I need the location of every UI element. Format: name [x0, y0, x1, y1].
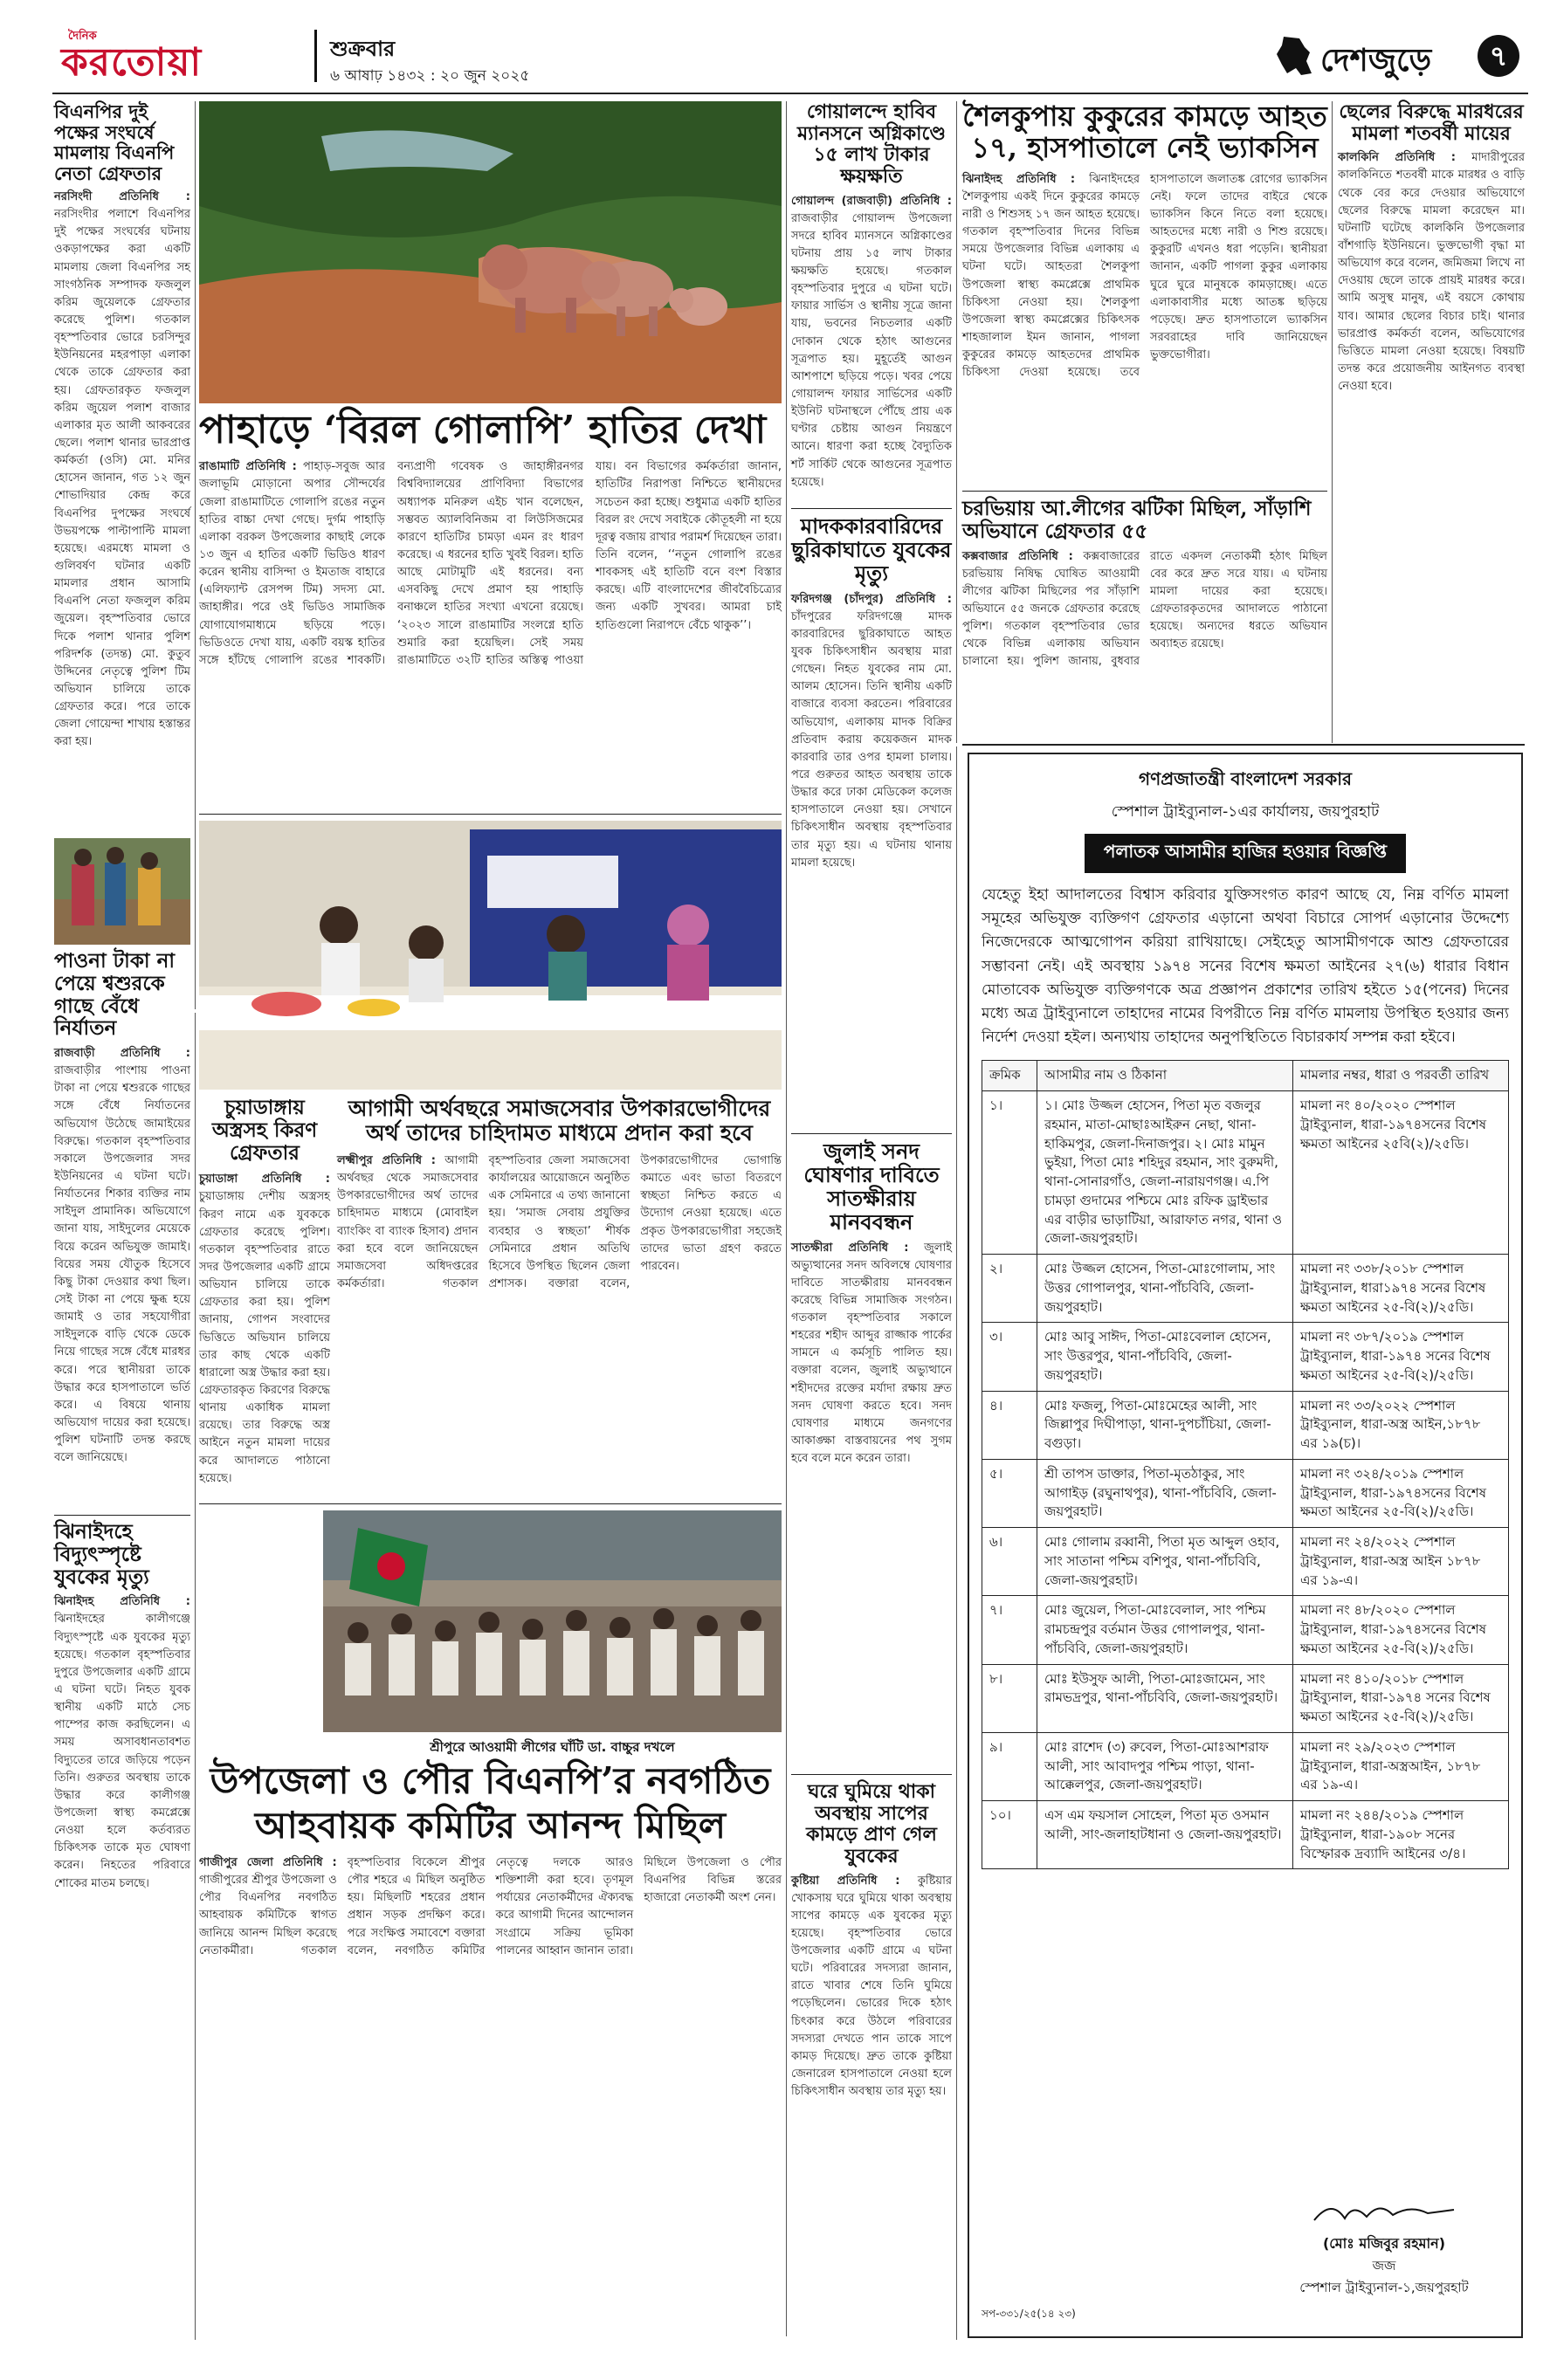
- notice-government: গণপ্রজাতন্ত্রী বাংলাদেশ সরকার: [1139, 768, 1352, 789]
- table-row: [982, 1528, 1509, 1596]
- notice-title: পলাতক আসামীর হাজির হওয়ার বিজ্ঞপ্তি: [1085, 834, 1406, 873]
- story-separator: [791, 1133, 952, 1134]
- accused-cell: মোঃ উজ্জল হোসেন, পিতা-মোঃগোলাম, সাং উত্তর গোপালপুর, থানা-পাঁচবিবি, জেলা-জয়পুরহাট।: [1037, 1255, 1293, 1323]
- story-july-charter: [791, 1140, 952, 1769]
- case-cell: মামলা নং ২৪৪/২০১৯ স্পেশাল ট্রাইব্যুনাল, ধারা-১৯০৮ সনের বিস্ফোরক দ্রব্যাদি আইনের ৩/৪।: [1293, 1801, 1509, 1869]
- story-dateline: নরসিংদী প্রতিনিধি :: [54, 190, 190, 204]
- masthead: [0, 0, 1550, 98]
- notice-reference: সপ-৩৩১/২৫(১৪ ২৩): [982, 2308, 1076, 2320]
- story-separator: [962, 744, 1525, 746]
- story-fire: [791, 101, 952, 503]
- table-row: [982, 1091, 1509, 1255]
- accused-cell: মোঃ ইউসুফ আলী, পিতা-মোঃজামেন, সাং রামভদ্রপুর, থানা-পাঁচবিবি, জেলা-জয়পুরহাট।: [1037, 1664, 1293, 1732]
- serial-cell: ৮।: [982, 1664, 1037, 1732]
- story-awami-procession: [962, 498, 1327, 742]
- story-body: রাজবাড়ীর গোয়ালন্দ উপজেলা সদরে হাবিব ম্যানসনে অগ্নিকাণ্ডের ঘটনায় প্রায় ১৫ লাখ টাকার ক্ষয়ক্ষতি হয়েছে। গতকাল বৃহস্পতিবার দুপুরে এ ঘটনা ঘটে। ফায়ার সার্ভিস ও স্থানীয় সূত্রে জানা যায়, ভবনের নিচতলার একটি দোকান থেকে হঠাৎ আগুনের সূত্রপাত হয়। মুহূর্তেই আগুন আশপাশে ছড়িয়ে পড়ে। খবর পেয়ে গোয়ালন্দ ফায়ার সার্ভিসের একটি ইউনিট ঘটনাস্থলে পৌঁছে প্রায় এক ঘণ্টার চেষ্টায় আগুন নিয়ন্ত্রণে আনে। ধারণা করা হচ্ছে বৈদ্যুতিক শর্ট সার্কিট থেকে আগুনের সূত্রপাত হয়েছে।: [791, 211, 952, 489]
- story-son-beating: [1338, 101, 1525, 739]
- story-dateline: ফরিদগঞ্জ (চাঁদপুর) প্রতিনিধি :: [791, 592, 952, 606]
- story-dateline: গাজীপুর জেলা প্রতিনিধি :: [199, 1856, 337, 1870]
- story-headline-1: উপজেলা ও পৌর বিএনপি’র নবগঠিত: [210, 1759, 771, 1802]
- masthead-day: শুক্রবার: [330, 37, 396, 61]
- story-body: ঝিনাইদহের কালীগঞ্জে বিদ্যুৎস্পৃষ্টে এক যুবকের মৃত্যু হয়েছে। গতকাল বৃহস্পতিবার দুপুরে উপজেলার একটি গ্রামে এ ঘটনা ঘটে। নিহত যুবক স্থানীয় একটি মাঠে সেচ পাম্পের কাজ করছিলেন। এ সময় অসাবধানতাবশত বিদ্যুতের তারে জড়িয়ে পড়েন তিনি। গুরুতর অবস্থায় তাকে উদ্ধার করে কালীগঞ্জ উপজেলা স্বাস্থ্য কমপ্লেক্সে নেওয়া হলে কর্তব্যরত চিকিৎসক তাকে মৃত ঘোষণা করেন। নিহতের পরিবারে শোকের মাতম চলছে।: [54, 1613, 190, 1890]
- story-headline-2: ১৭, হাসপাতালে নেই ভ্যাকসিন: [971, 130, 1319, 164]
- story-dateline: সাতক্ষীরা প্রতিনিধি :: [791, 1241, 909, 1255]
- accused-cell: মোঃ রাশেদ (৩) রুবেল, পিতা-মোঃআশরাফ আলী, সাং আবাদপুর পশ্চিম পাড়া, থানা-আক্কেলপুর, জেলা-জয়পুরহাট।: [1037, 1732, 1293, 1800]
- serial-cell: ৭।: [982, 1596, 1037, 1664]
- story-dateline: লক্ষ্মীপুর প্রতিনিধি :: [337, 1154, 436, 1167]
- story-headline: ছেলের বিরুদ্ধে মারধরের মামলা শতবর্ষী মায়ের: [1339, 100, 1524, 145]
- column-header: মামলার নম্বর, ধারা ও পরবর্তী তারিখ: [1293, 1061, 1509, 1091]
- notice-office: স্পেশাল ট্রাইব্যুনাল-১এর কার্যালয়, জয়পুরহাট: [1111, 803, 1380, 821]
- page-number: ৭: [1478, 35, 1519, 77]
- section-badge: [1275, 35, 1524, 80]
- story-body: নরসিংদীর পলাশে বিএনপির দুই পক্ষের সংঘর্ষের ঘটনায় ওকড়াপক্ষের করা একটি মামলায় জেলা বিএনপির সহ সাংগঠনিক সম্পাদক ফজলুল করিম জুয়েলকে গ্রেফতার করেছে পুলিশ। গতকাল বৃহস্পতিবার ভোরে চরসিন্দুর ইউনিয়নের মহরপাড়া এলাকা থেকে তাকে গ্রেফতার করা হয়। গ্রেফতারকৃত ফজলুল করিম জুয়েল পলাশ বাজার এলাকার মৃত আলী আকবরের ছেলে। পলাশ থানার ভারপ্রাপ্ত কর্মকর্তা (ওসি) মো. মনির হোসেন জানান, গত ১২ জুন শোভাদিয়ার কেন্দ্র করে বিএনপির দুপক্ষের সংঘর্ষে উভয়পক্ষে পাল্টাপাল্টি মামলা হয়েছে। এরমধ্যে মামলা ও গুলিবর্ষণ ঘটনার একটি মামলার প্রধান আসামি বিএনপি নেতা ফজলুল করিম জুয়েল। বৃহস্পতিবার ভোরে দিকে পলাশ থানার পুলিশ পরিদর্শক (তদন্ত) মো. কুতুব উদ্দিনের নেতৃত্বে পুলিশ টিম অভিযান চালিয়ে তাকে গ্রেফতার করে। পরে তাকে জেলা গোয়েন্দা শাখায় হস্তান্তর করা হয়।: [54, 208, 190, 749]
- signer-office: স্পেশাল ট্রাইব্যুনাল-১,জয়পুরহাট: [1299, 2280, 1469, 2295]
- story-headline: গোয়ালন্দে হাবিব ম্যানসনে অগ্নিকাণ্ডে ১৫ লাখ টাকার ক্ষয়ক্ষতি: [796, 100, 947, 188]
- accused-cell: মোঃ গোলাম রব্বানী, পিতা মৃত আব্দুল ওহাব, সাং সাতানা পশ্চিম বশিপুর, থানা-পাঁচবিবি, জেলা-জয়পুরহাট।: [1037, 1528, 1293, 1596]
- story-headline-2: অর্থ তাদের চাহিদামত মাধ্যমে প্রদান করা হবে: [366, 1120, 753, 1145]
- story-headline: চুয়াডাঙ্গায় অস্ত্রসহ কিরণ গ্রেফতার: [211, 1096, 318, 1165]
- story-headline-1: আগামী অর্থবছরে সমাজসেবার উপকারভোগীদের: [348, 1096, 771, 1121]
- logo-main: করতোয়া: [61, 40, 203, 85]
- column-divider: [786, 101, 787, 2336]
- court-notice: [968, 753, 1523, 2338]
- masthead-divider: [314, 30, 317, 82]
- serial-cell: ১।: [982, 1091, 1037, 1255]
- signature-block: [1266, 2194, 1502, 2300]
- serial-cell: ৩।: [982, 1323, 1037, 1391]
- story-headline: ঘরে ঘুমিয়ে থাকা অবস্থায় সাপের কামড়ে প্রাণ গেল যুবকের: [806, 1780, 937, 1868]
- column-divider: [956, 101, 957, 743]
- story-body: পাহাড়-সবুজ আর জলাভূমি মোড়ানো অপার সৌন্দর্যের জেলা রাঙামাটিতে গোলাপি রঙের নতুন হাতির বাচ্চা দেখা গেছে। দুর্গম পাহাড়ি এলাকা বরকল উপজেলার কাছাই লেকে ১৩ জুন এ হাতির একটি ভিডিও ধারণ করেন স্থানীয় বাসিন্দা ও ইমতাজ বাহারে (এলিফ্যান্ট রেসপন্স টিম) সদস্য মো. জাহাঙ্গীর। পরে ওই ভিডিও সামাজিক যোগাযোগমাধ্যমে ছড়িয়ে পড়ে। ভিডিওতে দেখা যায়, একটি বয়স্ক হাতির সঙ্গে হাঁটছে গোলাপি রঙের শাবকটি। বন্যপ্রাণী গবেষক ও জাহাঙ্গীরনগর বিশ্ববিদ্যালয়ের প্রাণিবিদ্যা বিভাগের অধ্যাপক মনিরুল এইচ খান বলেছেন, সম্ভবত অ্যালবিনিজম বা লিউসিজমের কারণে হাতিটির চামড়া এমন রং ধারণ করেছে। এ ধরনের হাতি খুবই বিরল। হাতি আছে মোটামুটি এই ধরনের। বন্য এসবকিছু দেখে প্রমাণ হয় পাহাড়ি বনাঞ্চলে হাতির সংখ্যা এখনো রয়েছে। ‘২০২৩ সালে রাঙামাটির সংলগ্নে হাতি শুমারি করা হয়েছিল। সেই সময় রাঙামাটিতে ৩২টি হাতির অস্তিত্ব পাওয়া যায়। বন বিভাগের কর্মকর্তারা জানান, হাতিটির নিরাপত্তা নিশ্চিতে স্থানীয়দের সচেতন করা হচ্ছে। শুধুমাত্র একটি হাতির বিরল রং দেখে সবাইকে কৌতূহলী না হয়ে দূরত্ব বজায় রাখার পরামর্শ দিয়েছেন তারা। তিনি বলেন, ‘‘নতুন গোলাপি রঙের শাবকসহ এই হাতিটি বনে বংশ বিস্তার করছে। এটি বাংলাদেশের জীববৈচিত্র্যের জন্য একটি সুখবর। আমরা চাই হাতিগুলো নিরাপদে বেঁচে থাকুক’’।: [199, 460, 782, 667]
- bangladesh-map-icon: [1275, 35, 1313, 79]
- signer-name: (মোঃ মজিবুর রহমান): [1322, 2235, 1446, 2252]
- story-dateline: রাঙামাটি প্রতিনিধি :: [199, 460, 297, 474]
- story-body: চুয়াডাঙ্গায় দেশীয় অস্ত্রসহ কিরণ নামে এক যুবককে গ্রেফতার করেছে পুলিশ। গতকাল বৃহস্পতিবার রাতে সদর উপজেলার একটি গ্রামে অভিযান চালিয়ে তাকে গ্রেফতার করা হয়। পুলিশ জানায়, গোপন সংবাদের ভিত্তিতে অভিযান চালিয়ে তার কাছ থেকে একটি ধারালো অস্ত্র উদ্ধার করা হয়। গ্রেফতারকৃত কিরণের বিরুদ্ধে থানায় একাধিক মামলা রয়েছে। তার বিরুদ্ধে অস্ত্র আইনে নতুন মামলা দায়ের করে আদালতে পাঠানো হয়েছে।: [199, 1190, 330, 1485]
- story-separator: [199, 1503, 782, 1504]
- story-snakebite: [791, 1781, 952, 2340]
- column-divider: [195, 1013, 196, 2340]
- accused-cell: মোঃ আবু সাঈদ, পিতা-মোঃবেলাল হোসেন, সাং উত্তরপুর, থানা-পাঁচবিবি, জেলা-জয়পুরহাট।: [1037, 1323, 1293, 1391]
- case-cell: মামলা নং ২৪/২০২২ স্পেশাল ট্রাইব্যুনাল, ধারা-অস্ত্র আইন ১৮৭৮ এর ১৯-এ।: [1293, 1528, 1509, 1596]
- table-row: [982, 1664, 1509, 1732]
- story-headline: ঝিনাইদহে বিদ্যুৎস্পৃষ্টে যুবকের মৃত্যু: [54, 1520, 149, 1589]
- story-electrocution: [54, 1521, 190, 2342]
- table-row: [982, 1391, 1509, 1459]
- story-headline: চরভিয়ায় আ.লীগের ঝটিকা মিছিল, সাঁড়াশি অভিযানে গ্রেফতার ৫৫: [962, 497, 1312, 543]
- story-dateline: চুয়াডাঙ্গা প্রতিনিধি :: [199, 1173, 330, 1187]
- story-headline-1: শৈলকুপায় কুকুরের কামড়ে আহত: [962, 100, 1327, 133]
- story-headline: বিএনপির দুই পক্ষের সংঘর্ষে মামলায় বিএনপি নেতা গ্রেফতার: [54, 100, 175, 184]
- serial-cell: ৪।: [982, 1391, 1037, 1459]
- column-divider: [1332, 101, 1333, 743]
- serial-cell: ৫।: [982, 1459, 1037, 1527]
- table-row: [982, 1323, 1509, 1391]
- story-headline-2: আহবায়ক কমিটির আনন্দ মিছিল: [254, 1804, 727, 1847]
- story-dateline: ঝিনাইদহ প্রতিনিধি :: [962, 172, 1076, 186]
- story-headline: পাওনা টাকা না পেয়ে শ্বশুরকে গাছে বেঁধে নির্যাতন: [54, 949, 175, 1041]
- mother-in-law-photo: [54, 838, 190, 945]
- story-body: কুষ্টিয়ার খোকসায় ঘরে ঘুমিয়ে থাকা অবস্থায় সাপের কামড়ে এক যুবকের মৃত্যু হয়েছে। বৃহস্পতিবার ভোরে উপজেলার একটি গ্রামে এ ঘটনা ঘটে। পরিবারের সদস্যরা জানান, রাতে খাবার শেষে তিনি ঘুমিয়ে পড়েছিলেন। ভোরের দিকে হঠাৎ চিৎকার করে উঠলে পরিবারের সদস্যরা দেখতে পান তাকে সাপে কামড় দিয়েছে। দ্রুত তাকে কুষ্টিয়া জেনারেল হাসপাতালে নেওয়া হলে চিকিৎসাধীন অবস্থায় তার মৃত্যু হয়।: [791, 1874, 952, 2099]
- story-dateline: কালকিনি প্রতিনিধি :: [1338, 151, 1456, 165]
- story-headline: মাদককারবারিদের ছুরিকাঘাতে যুবকের মৃত্যু: [791, 513, 952, 586]
- story-sreepur-bnp: [199, 1760, 782, 2336]
- section-title: দেশজুড়ে: [1320, 42, 1432, 79]
- procession-photo: [323, 1510, 782, 1732]
- accused-cell: ১। মোঃ উজ্জল হোসেন, পিতা মৃত বজলুর রহমান, মাতা-মোছাঃআইরুন নেছা, থানা-হাকিমপুর, জেলা-দিনাজপুর। ২। মোঃ মামুন ভুইয়া, পিতা মোঃ শহিদুর রহমান, সাং বুরুমদী, থানা-সোনারগাঁও, জেলা-নারায়ণগঞ্জ। এ.পি চামড়া গুদামের পশ্চিমে মোঃ রফিক ড্রাইভার এর বাড়ীর ভাড়াটিয়া, আরাফাত নগর, থানা ও জেলা-জয়পুরহাট।: [1037, 1091, 1293, 1255]
- story-body: জুলাই অভ্যুত্থানের সনদ অবিলম্বে ঘোষণার দাবিতে সাতক্ষীরায় মানববন্ধন করেছে বিভিন্ন সামাজিক সংগঠন। গতকাল বৃহস্পতিবার সকালে শহরের শহীদ আব্দুর রাজ্জাক পার্কের সামনে এ কর্মসূচি পালিত হয়। বক্তারা বলেন, জুলাই অভ্যুত্থানে শহীদদের রক্তের মর্যাদা রক্ষায় দ্রুত সনদ ঘোষণা করতে হবে। সনদ ঘোষণার মাধ্যমে জনগণের আকাঙ্ক্ষা বাস্তবায়নের পথ সুগম হবে বলে মনে করেন তারা।: [791, 1241, 952, 1466]
- case-cell: মামলা নং ৩৩৮/২০১৮ স্পেশাল ট্রাইব্যুনাল, ধারা১৯৭৪ সনের বিশেষ ক্ষমতা আইনের ২৫-বি(২)/২৫ডি।: [1293, 1255, 1509, 1323]
- story-mother-in-law: [54, 950, 190, 1509]
- story-body: চাঁদপুরের ফরিদগঞ্জে মাদক কারবারিদের ছুরিকাঘাতে আহত যুবক চিকিৎসাধীন অবস্থায় মারা গেছেন। নিহত যুবকের নাম মো. আলম হোসেন। তিনি স্থানীয় একটি বাজারে ব্যবসা করতেন। পরিবারের অভিযোগ, এলাকায় মাদক বিক্রির প্রতিবাদ করায় কয়েকজন মাদক কারবারি তার ওপর হামলা চালায়। পরে গুরুতর আহত অবস্থায় তাকে উদ্ধার করে ঢাকা মেডিকেল কলেজ হাসপাতালে নেওয়া হয়। সেখানে চিকিৎসাধীন অবস্থায় বৃহস্পতিবার তার মৃত্যু হয়। এ ঘটনায় থানায় মামলা হয়েছে।: [791, 609, 952, 870]
- story-elephant: [199, 409, 782, 819]
- story-separator: [791, 1774, 952, 1775]
- elephant-photo: [199, 101, 782, 403]
- table-row: [982, 1459, 1509, 1527]
- signer-title: জজ: [1372, 2258, 1396, 2273]
- story-rabies: [962, 101, 1327, 485]
- story-dateline: রাজবাড়ী প্রতিনিধি :: [54, 1047, 190, 1060]
- seminar-photo: [199, 821, 782, 1090]
- serial-cell: ১০।: [982, 1801, 1037, 1869]
- handwritten-signature: [1305, 2194, 1463, 2229]
- accused-table: [982, 1060, 1509, 1869]
- story-separator: [54, 1515, 190, 1516]
- table-row: [982, 1801, 1509, 1869]
- table-row: [982, 1255, 1509, 1323]
- story-body: আগামী অর্থবছর থেকে সমাজসেবার উপকারভোগীদের অর্থ তাদের চাহিদামত মাধ্যমে (মোবাইল ব্যাংকিং বা ব্যাংক হিসাব) প্রদান করা হবে বলে জানিয়েছেন সমাজসেবা অধিদপ্তরের কর্মকর্তারা। গতকাল বৃহস্পতিবার জেলা সমাজসেবা কার্যালয়ের আয়োজনে অনুষ্ঠিত এক সেমিনারে এ তথ্য জানানো হয়। ‘সমাজ সেবায় প্রযুক্তির ব্যবহার ও স্বচ্ছতা’ শীর্ষক সেমিনারে প্রধান অতিথি হিসেবে উপস্থিত ছিলেন জেলা প্রশাসক। বক্তারা বলেন, উপকারভোগীদের ভোগান্তি কমাতে এবং ভাতা বিতরণে স্বচ্ছতা নিশ্চিত করতে এ উদ্যোগ নেওয়া হয়েছে। এতে প্রকৃত উপকারভোগীরা সহজেই তাদের ভাতা গ্রহণ করতে পারবেন।: [337, 1154, 782, 1290]
- table-header-row: [982, 1061, 1509, 1091]
- serial-cell: ৯।: [982, 1732, 1037, 1800]
- story-chuadanga: [199, 1097, 330, 1498]
- story-headline: পাহাড়ে ‘বিরল গোলাপি’ হাতির দেখা: [199, 408, 767, 452]
- case-cell: মামলা নং ৪১০/২০১৮ স্পেশাল ট্রাইব্যুনাল, ধারা-১৯৭৪ সনের বিশেষ ক্ষমতা আইনের ২৫-বি(২)/২৫ডি।: [1293, 1664, 1509, 1732]
- story-dateline: কুষ্টিয়া প্রতিনিধি :: [791, 1874, 900, 1888]
- story-dateline: ঝিনাইদহ প্রতিনিধি :: [54, 1595, 190, 1609]
- story-dateline: গোয়ালন্দ (রাজবাড়ী) প্রতিনিধি :: [791, 194, 952, 208]
- column-header: আসামীর নাম ও ঠিকানা: [1037, 1061, 1293, 1091]
- accused-cell: মোঃ জুয়েল, পিতা-মোঃবেলাল, সাং পশ্চিম রামচন্দ্রপুর বর্তমান উত্তর গোপালপুর, থানা-পাঁচবিবি, জেলা-জয়পুরহাট।: [1037, 1596, 1293, 1664]
- story-separator: [791, 508, 952, 509]
- case-cell: মামলা নং ৩৮৭/২০১৯ স্পেশাল ট্রাইব্যুনাল, ধারা-১৯৭৪ সনের বিশেষ ক্ষমতা আইনের ২৫-বি(২)/২৫ডি।: [1293, 1323, 1509, 1391]
- story-social-welfare: [337, 1097, 782, 1498]
- story-body: রাজবাড়ীর পাংশায় পাওনা টাকা না পেয়ে শ্বশুরকে গাছের সঙ্গে বেঁধে নির্যাতনের অভিযোগ উঠেছে জামাইয়ের বিরুদ্ধে। গতকাল বৃহস্পতিবার সকালে উপজেলার সদর ইউনিয়নের এ ঘটনা ঘটে। নির্যাতনের শিকার ব্যক্তির নাম সাইদুল প্রামানিক। অভিযোগে জানা যায়, সাইদুলের মেয়েকে বিয়ে করেন অভিযুক্ত জামাই। বিয়ের সময় যৌতুক হিসেবে কিছু টাকা দেওয়ার কথা ছিল। সেই টাকা না পেয়ে ক্ষুব্ধ হয়ে জামাই ও তার সহযোগীরা সাইদুলকে বাড়ি থেকে ডেকে নিয়ে গাছের সঙ্গে বেঁধে মারধর করে। পরে স্থানীয়রা তাকে উদ্ধার করে হাসপাতালে ভর্তি করে। এ বিষয়ে থানায় অভিযোগ দায়ের করা হয়েছে। পুলিশ ঘটনাটি তদন্ত করছে বলে জানিয়েছে।: [54, 1064, 190, 1465]
- story-headline: জুলাই সনদ ঘোষণার দাবিতে সাতক্ষীরায় মানববন্ধন: [803, 1138, 940, 1235]
- column-divider: [195, 101, 196, 1009]
- accused-cell: মোঃ ফজলু, পিতা-মোঃমেহের আলী, সাং জিল্লাপুর দিঘীপাড়া, থানা-দুপচাঁচিয়া, জেলা-বগুড়া।: [1037, 1391, 1293, 1459]
- story-body: মাদারীপুরের কালকিনিতে শতবর্ষী মাকে মারধর ও বাড়ি থেকে বের করে দেওয়ার অভিযোগে ছেলের বিরুদ্ধে মামলা করেছেন মা। ঘটনাটি ঘটেছে কালকিনি উপজেলার বাঁশগাড়ি ইউনিয়নে। ভুক্তভোগী বৃদ্ধা মা অভিযোগ করে বলেন, জমিজমা লিখে না দেওয়ায় ছেলে তাকে প্রায়ই মারধর করে। আমি অসুস্থ মানুষ, এই বয়সে কোথায় যাব। আমার ছেলের বিচার চাই। থানার ভারপ্রাপ্ত কর্মকর্তা বলেন, অভিযোগের ভিত্তিতে মামলা নেওয়া হয়েছে। বিষয়টি তদন্ত করে প্রয়োজনীয় আইনগত ব্যবস্থা নেওয়া হবে।: [1338, 151, 1525, 394]
- story-separator: [199, 814, 782, 815]
- story-body: কক্সবাজারের চরভিয়ায় নিষিদ্ধ ঘোষিত আওয়ামী লীগের ঝটিকা মিছিলের পর সাঁড়াশি অভিযানে ৫৫ জনকে গ্রেফতার করেছে পুলিশ। গতকাল বৃহস্পতিবার ভোর থেকে বিভিন্ন এলাকায় অভিযান চালানো হয়। পুলিশ জানায়, বুধবার রাতে একদল নেতাকর্মী হঠাৎ মিছিল বের করে দ্রুত সরে যায়। এ ঘটনায় মামলা দায়ের করা হয়েছে। গ্রেফতারকৃতদের আদালতে পাঠানো হয়েছে। অন্যদের ধরতে অভিযান অব্যাহত রয়েছে।: [962, 549, 1327, 669]
- case-cell: মামলা নং ২৯/২০২৩ স্পেশাল ট্রাইব্যুনাল, ধারা-অস্ত্রআইন, ১৮৭৮ এর ১৯-এ।: [1293, 1732, 1509, 1800]
- case-cell: মামলা নং ৩৩/২০২২ স্পেশাল ট্রাইব্যুনাল, ধারা-অস্ত্র আইন,১৮৭৮ এর ১৯(চ)।: [1293, 1391, 1509, 1459]
- story-body: ঝিনাইদহের শৈলকুপায় একই দিনে কুকুরের কামড়ে নারী ও শিশুসহ ১৭ জন আহত হয়েছে। গতকাল বৃহস্পতিবার দিনের বিভিন্ন সময়ে উপজেলার বিভিন্ন এলাকায় এ ঘটনা ঘটে। আহতরা শৈলকুপা উপজেলা স্বাস্থ্য কমপ্লেক্সে প্রাথমিক চিকিৎসা নেওয়া হয়। শৈলকুপা উপজেলা স্বাস্থ্য কমপ্লেক্সের চিকিৎসক শাহজালাল ইমন জানান, পাগলা কুকুরের কামড়ে আহতদের প্রাথমিক চিকিৎসা দেওয়া হয়েছে। তবে হাসপাতালে জলাতঙ্ক রোগের ভ্যাকসিন নেই। ফলে তাদের বাইরে থেকে ভ্যাকসিন কিনে নিতে বলা হয়েছে। আহতদের মধ্যে নারী ও শিশু রয়েছে। কুকুরটি এখনও ধরা পড়েনি। স্থানীয়রা জানান, একটি পাগলা কুকুর এলাকায় ঘুরে ঘুরে মানুষকে কামড়াচ্ছে। এতে এলাকাবাসীর মধ্যে আতঙ্ক ছড়িয়ে পড়েছে। দ্রুত হাসপাতালে ভ্যাকসিন সরবরাহের দাবি জানিয়েছেন ভুক্তভোগীরা।: [962, 172, 1327, 380]
- table-row: [982, 1732, 1509, 1800]
- logo-small: দৈনিক: [68, 30, 97, 43]
- serial-cell: ৬।: [982, 1528, 1037, 1596]
- case-cell: মামলা নং ৪৮/২০২০ স্পেশাল ট্রাইব্যুনাল, ধারা-১৯৭৪সনের বিশেষ ক্ষমতা আইনের ২৫-বি(২)/২৫ডি।: [1293, 1596, 1509, 1664]
- story-body: গাজীপুরের শ্রীপুর উপজেলা ও পৌর বিএনপির নবগঠিত আহবায়ক কমিটিকে স্বাগত জানিয়ে আনন্দ মিছিল করেছে নেতাকর্মীরা। গতকাল বৃহস্পতিবার বিকেলে শ্রীপুর পৌর শহরে এ মিছিল অনুষ্ঠিত হয়। মিছিলটি শহরের প্রধান প্রধান সড়ক প্রদক্ষিণ করে। পরে সংক্ষিপ্ত সমাবেশে বক্তারা বলেন, নবগঠিত কমিটির নেতৃত্বে দলকে আরও শক্তিশালী করা হবে। তৃণমূল পর্যায়ের নেতাকর্মীদের ঐক্যবদ্ধ করে আগামী দিনের আন্দোলন সংগ্রামে সক্রিয় ভূমিকা পালনের আহ্বান জানান তারা। মিছিলে উপজেলা ও পৌর বিএনপির বিভিন্ন স্তরের হাজারো নেতাকর্মী অংশ নেন।: [199, 1856, 782, 1957]
- notice-body: যেহেতু ইহা আদালতের বিশ্বাস করিবার যুক্তিসংগত কারণ আছে যে, নিম্ন বর্ণিত মামলা সমূহের অভিযুক্ত ব্যক্তিগণ গ্রেফতার এড়ানো অথবা বিচারে সোপর্দ এড়ানোর উদ্দেশ্যে নিজেদেরকে আত্মগোপন করিয়া রাখিয়াছে। সেইহেতু আসামীগণকে আশু গ্রেফতারের সম্ভাবনা নেই। এই অবস্থায় ১৯৭৪ সনের বিশেষ ক্ষমতা আইনের ২৭(৬) ধারার বিধান মোতাবেক অভিযুক্ত ব্যক্তিগণকে অত্র প্রজ্ঞাপন প্রকাশের তারিখ হইতে ১৫(পনের) দিনের মধ্যে অত্র ট্রাইব্যুনালে তাহাদের নামের বিপরীতে নিম্ন বর্ণিত মামলায় উপস্থিত হওয়ার জন্য নির্দেশ দেওয়া হইল। অন্যথায় তাহাদের অনুপস্থিতিতে বিচারকার্য সম্পন্ন করা হইবে।: [982, 886, 1509, 1047]
- story-drug-murder: [791, 515, 952, 1126]
- accused-cell: শ্রী তাপস ডাক্তার, পিতা-মৃতঠাকুর, সাং আগাইড় (রঘুনাথপুর), থানা-পাঁচবিবি, জেলা-জয়পুরহাট।: [1037, 1459, 1293, 1527]
- masthead-date: ৬ আষাঢ় ১৪৩২ : ২০ জুন ২০২৫: [330, 67, 530, 85]
- accused-cell: এস এম ফয়সাল সোহেল, পিতা মৃত ওসমান আলী, সাং-জলাহাটধানা ও জেলা-জয়পুরহাট।: [1037, 1801, 1293, 1869]
- story-dateline: কক্সবাজার প্রতিনিধি :: [962, 549, 1073, 563]
- column-divider: [956, 746, 957, 2340]
- masthead-rule: [52, 93, 1528, 94]
- table-row: [982, 1596, 1509, 1664]
- story-separator: [962, 491, 1327, 492]
- procession-photo-caption: শ্রীপুরে আওয়ামী লীগের ঘাঁটি ডা. বাচ্চুর দখলে: [430, 1739, 675, 1755]
- case-cell: মামলা নং ৩২৪/২০১৯ স্পেশাল ট্রাইব্যুনাল, ধারা-১৯৭৪সনের বিশেষ ক্ষমতা আইনের ২৫-বি(২)/২৫ডি।: [1293, 1459, 1509, 1527]
- case-cell: মামলা নং ৪০/২০২০ স্পেশাল ট্রাইব্যুনাল, ধারা-১৯৭৪সনের বিশেষ ক্ষমতা আইনের ২৫বি(২)/২৫ডি।: [1293, 1091, 1509, 1255]
- newspaper-logo: [61, 28, 314, 85]
- column-header: ক্রমিক: [982, 1061, 1037, 1091]
- serial-cell: ২।: [982, 1255, 1037, 1323]
